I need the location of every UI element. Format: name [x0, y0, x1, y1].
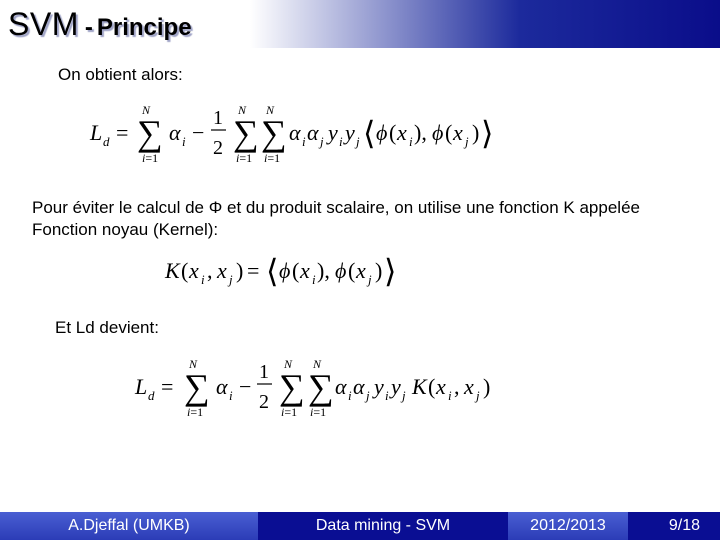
kernel-text-line1: Pour éviter le calcul de Φ et du produit scalaire, on utilise une fonction K appelée	[32, 198, 640, 217]
svg-text:−: −	[192, 120, 205, 145]
svg-text:⟩: ⟩	[384, 253, 397, 289]
svg-text:(: (	[445, 120, 453, 145]
svg-text:i: i	[409, 134, 413, 149]
svg-text:α: α	[216, 374, 228, 399]
svg-text:i: i	[348, 388, 352, 403]
svg-text:j: j	[402, 388, 406, 403]
svg-text:(: (	[428, 374, 436, 399]
svg-text:x: x	[356, 258, 366, 283]
ld-text: Et Ld devient:	[55, 318, 159, 337]
footer-author: A.Djeffal (UMKB)	[0, 512, 258, 540]
svg-text:α: α	[289, 120, 301, 145]
svg-text:j: j	[465, 134, 469, 149]
slide-title	[8, 6, 192, 43]
svg-text:i: i	[448, 388, 452, 403]
title-subtitle: Principe	[96, 14, 192, 41]
svg-text:i=1: i=1	[264, 151, 281, 165]
svg-text:),: ),	[414, 120, 427, 145]
svg-text:α: α	[353, 374, 365, 399]
svg-text:⟨: ⟨	[266, 253, 279, 289]
svg-text:ϕ: ϕ	[432, 120, 444, 145]
footer-page-number: 9/18	[628, 512, 720, 540]
svg-text:j: j	[366, 388, 370, 403]
svg-text:): )	[236, 258, 244, 283]
intro-text: On obtient alors:	[58, 65, 183, 84]
svg-text:x: x	[217, 258, 227, 283]
svg-text:i: i	[339, 134, 343, 149]
svg-text:i: i	[385, 388, 389, 403]
svg-text:ϕ: ϕ	[335, 258, 347, 283]
svg-text:x: x	[189, 258, 199, 283]
svg-text:α: α	[307, 120, 319, 145]
svg-text:i=1: i=1	[187, 405, 204, 419]
svg-text:): )	[483, 374, 491, 399]
svg-text:1: 1	[259, 361, 269, 383]
svg-text:i=1: i=1	[142, 151, 159, 165]
svg-text:L: L	[90, 120, 103, 145]
title-bar	[0, 0, 720, 48]
svg-text:i=1: i=1	[236, 151, 253, 165]
svg-text:j: j	[356, 134, 360, 149]
footer-course: Data mining - SVM	[258, 512, 508, 540]
svg-text:x: x	[436, 374, 446, 399]
svg-text:2: 2	[213, 137, 223, 159]
svg-text:−: −	[239, 374, 252, 399]
svg-text:,: ,	[207, 258, 213, 283]
footer-bar	[0, 512, 720, 540]
svg-text:∑: ∑	[233, 113, 259, 153]
svg-text:(: (	[389, 120, 397, 145]
kernel-text-line2: Fonction noyau (Kernel):	[32, 220, 219, 239]
svg-text:x: x	[300, 258, 310, 283]
svg-text:∑: ∑	[261, 113, 287, 153]
svg-text:i=1: i=1	[310, 405, 327, 419]
svg-text:N: N	[266, 103, 275, 117]
svg-text:ϕ: ϕ	[376, 120, 388, 145]
svg-text:x: x	[453, 120, 463, 145]
title-main: SVM	[8, 6, 79, 42]
svg-text:∑: ∑	[184, 367, 210, 407]
svg-text:(: (	[292, 258, 300, 283]
svg-text:y: y	[391, 374, 401, 399]
footer-year: 2012/2013	[508, 512, 628, 540]
svg-text:i: i	[201, 272, 205, 287]
svg-text:),: ),	[317, 258, 330, 283]
svg-text:): )	[472, 120, 480, 145]
svg-text:=: =	[116, 120, 129, 145]
svg-text:i: i	[229, 388, 233, 403]
svg-text:N: N	[284, 357, 293, 371]
svg-text:=: =	[161, 374, 174, 399]
svg-text:j: j	[320, 134, 324, 149]
svg-text:α: α	[335, 374, 347, 399]
svg-text:,: ,	[454, 374, 460, 399]
svg-text:d: d	[103, 134, 110, 149]
svg-text:y: y	[328, 120, 338, 145]
svg-text:K: K	[165, 258, 180, 283]
svg-text:⟨: ⟨	[363, 115, 376, 151]
svg-text:x: x	[464, 374, 474, 399]
svg-text:x: x	[397, 120, 407, 145]
svg-text:j: j	[229, 272, 233, 287]
svg-text:j: j	[368, 272, 372, 287]
svg-text:N: N	[189, 357, 198, 371]
svg-text:N: N	[238, 103, 247, 117]
svg-text:y: y	[374, 374, 384, 399]
svg-text:∑: ∑	[137, 113, 163, 153]
svg-text:α: α	[169, 120, 181, 145]
svg-text:i: i	[302, 134, 306, 149]
svg-text:): )	[375, 258, 383, 283]
svg-text:K: K	[412, 374, 427, 399]
svg-text:(: (	[348, 258, 356, 283]
svg-text:d: d	[148, 388, 155, 403]
svg-text:N: N	[313, 357, 322, 371]
svg-text:(: (	[181, 258, 189, 283]
svg-text:⟩: ⟩	[481, 115, 494, 151]
svg-text:y: y	[345, 120, 355, 145]
svg-text:L: L	[135, 374, 148, 399]
formula-kernel	[165, 250, 415, 294]
svg-text:i: i	[312, 272, 316, 287]
svg-text:∑: ∑	[279, 367, 305, 407]
svg-text:N: N	[142, 103, 151, 117]
svg-text:i: i	[182, 134, 186, 149]
svg-text:1: 1	[213, 107, 223, 129]
svg-text:=: =	[247, 258, 260, 283]
formula-ld-kernel	[135, 358, 515, 428]
svg-text:2: 2	[259, 391, 269, 413]
svg-text:j: j	[476, 388, 480, 403]
title-separator: -	[84, 14, 93, 41]
svg-text:∑: ∑	[308, 367, 334, 407]
svg-text:i=1: i=1	[281, 405, 298, 419]
svg-text:ϕ: ϕ	[279, 258, 291, 283]
formula-dual	[90, 100, 510, 170]
